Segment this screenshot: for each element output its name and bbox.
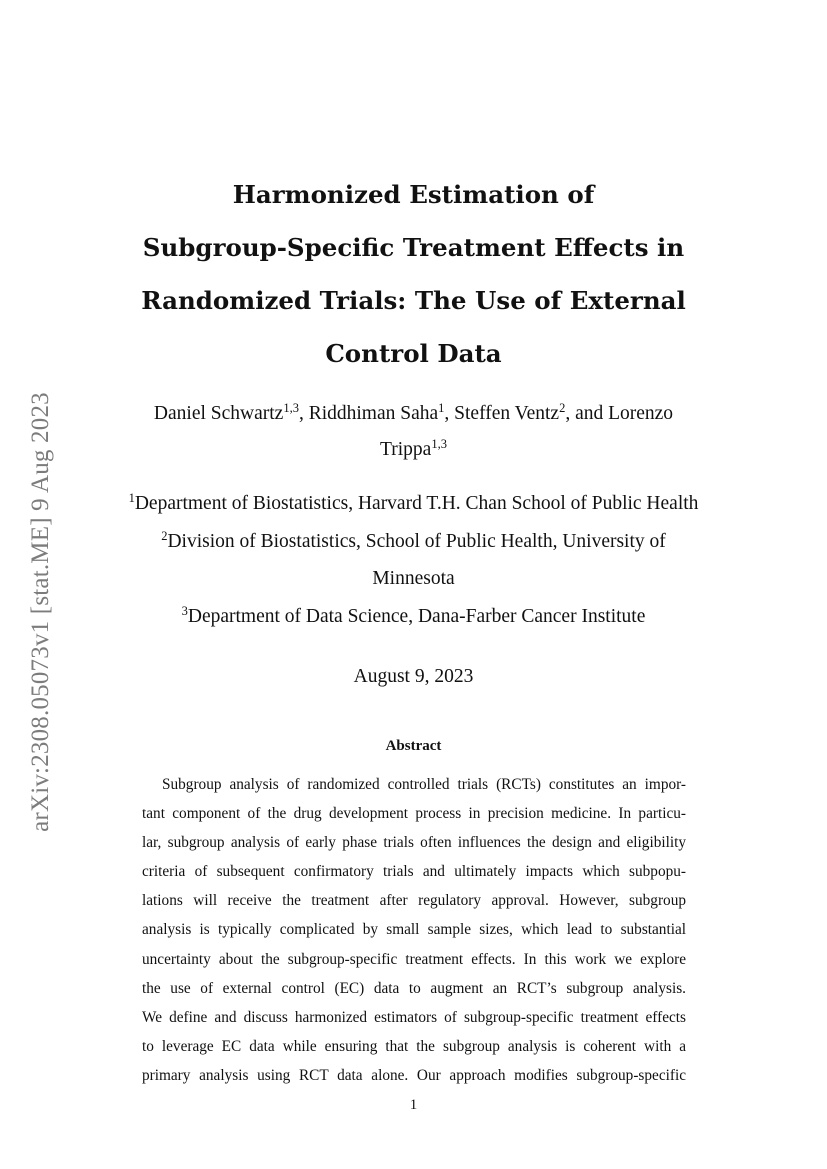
affiliation-list	[60, 485, 767, 635]
arxiv-identifier-stamp[interactable]: arXiv:2308.05073v1 [stat.ME] 9 Aug 2023	[27, 392, 54, 832]
abstract-line: analysis is typically complicated by small sample sizes, which lead to substantial	[142, 921, 686, 939]
abstract-line: tant component of the drug development process in precision medicine. In particu-	[142, 805, 686, 823]
abstract-line: primary analysis using RCT data alone. Our approach modifies subgroup-specific	[142, 1066, 686, 1084]
title-line: Subgroup-Specific Treatment Effects in	[142, 233, 685, 262]
affiliation-text: Minnesota	[372, 568, 455, 589]
author-name: , and Lorenzo	[565, 403, 674, 424]
affiliation-text: Division of Biostatistics, School of Public Health, University of	[167, 530, 666, 552]
page-number: 1	[409, 1097, 418, 1113]
abstract-line: We define and discuss harmonized estimators of subgroup-specific treatment effects	[142, 1008, 686, 1026]
paper-title	[90, 168, 737, 380]
abstract-line: lations will receive the treatment after regulatory approval. However, subgroup	[142, 892, 686, 910]
abstract-line: Subgroup analysis of randomized controlled trials (RCTs) constitutes an impor-	[162, 776, 686, 793]
title-line: Harmonized Estimation of	[232, 180, 595, 209]
author-line	[100, 432, 727, 468]
author-name: , Riddhiman Saha	[298, 403, 439, 424]
affiliation-marker: 1	[438, 401, 445, 415]
affiliation-line	[60, 523, 767, 561]
abstract-heading: Abstract	[385, 738, 442, 754]
affiliation-text: Department of Data Science, Dana-Farber Cancer Institute	[187, 605, 646, 627]
affiliation-text: Department of Biostatistics, Harvard T.H. Chan School of Public Health	[134, 493, 699, 514]
affiliation-line	[60, 598, 767, 636]
author-name: , Steffen Ventz	[444, 403, 560, 424]
affiliation-marker: 1,3	[431, 437, 447, 451]
abstract-line: to leverage EC data while ensuring that the subgroup analysis is coherent with a	[142, 1037, 686, 1055]
author-list	[100, 396, 727, 468]
abstract-line: the use of external control (EC) data to augment an RCT’s subgroup analysis.	[142, 979, 686, 997]
affiliation-marker: 1,3	[283, 401, 299, 415]
author-line	[100, 396, 727, 432]
title-line: Randomized Trials: The Use of External	[141, 286, 686, 315]
title-line: Control Data	[325, 339, 502, 368]
affiliation-line	[60, 560, 767, 598]
abstract-line: criteria of subsequent confirmatory trials and ultimately impacts which subpopu-	[142, 863, 686, 881]
author-name: Daniel Schwartz	[153, 403, 284, 424]
affiliation-number: 1	[128, 491, 135, 505]
publication-date: August 9, 2023	[353, 666, 474, 687]
affiliation-marker: 2	[559, 401, 566, 415]
affiliation-number: 2	[161, 528, 168, 543]
abstract-line: lar, subgroup analysis of early phase trials often influences the design and eligibility	[142, 834, 686, 852]
abstract-body	[142, 770, 686, 1090]
abstract-line: uncertainty about the subgroup-specific treatment effects. In this work we explore	[142, 950, 686, 968]
affiliation-line	[60, 485, 767, 523]
author-name: Trippa	[380, 439, 432, 460]
affiliation-number: 3	[181, 603, 188, 618]
